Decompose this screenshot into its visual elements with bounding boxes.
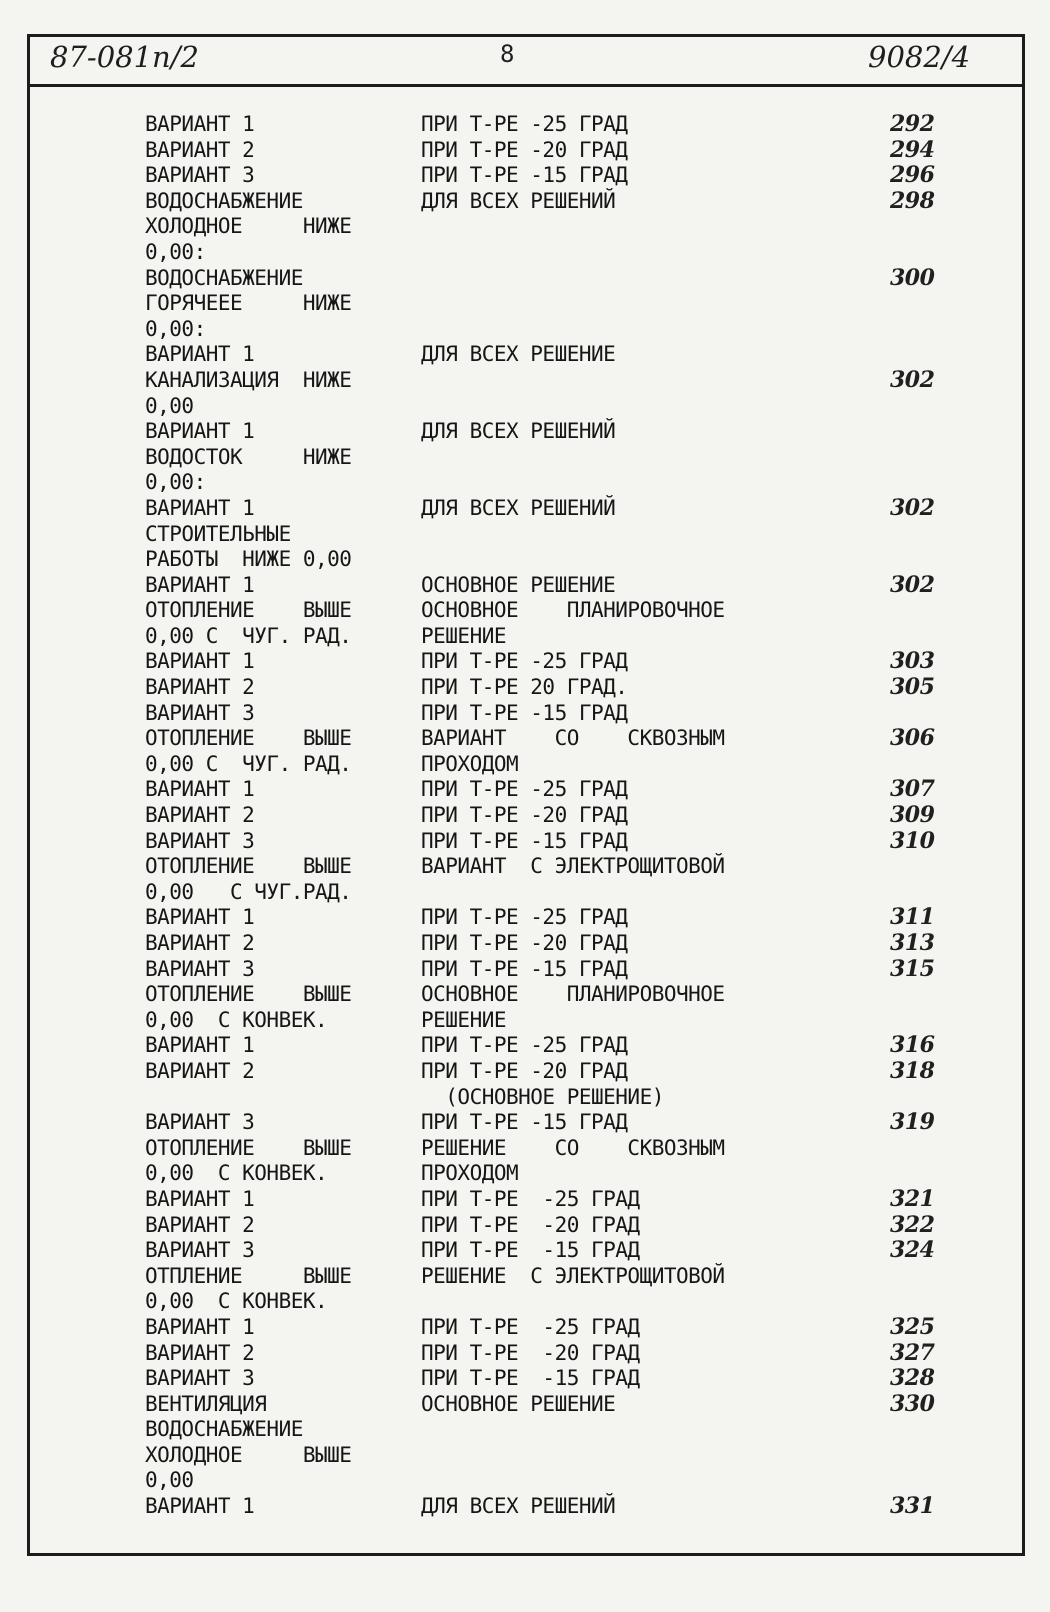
page-reference: 298 [890, 187, 935, 214]
contents-row [0, 701, 1050, 727]
variant-description: ПРИ Т-РЕ -20 ГРАД [421, 931, 628, 955]
contents-row [0, 1289, 1050, 1315]
variant-description: ВАРИАНТ С ЭЛЕКТРОЩИТОВОЙ [421, 854, 725, 879]
contents-row [0, 547, 1050, 573]
section-label: ОТОПЛЕНИЕ ВЫШЕ [145, 982, 352, 1007]
variant-description: ПРИ Т-РЕ -25 ГРАД [421, 777, 628, 802]
contents-row [0, 982, 1050, 1008]
page-reference: 302 [890, 366, 935, 393]
variant-description: ОСНОВНОЕ ПЛАНИРОВОЧНОЕ [421, 982, 725, 1007]
contents-row [0, 624, 1050, 650]
contents-row [0, 266, 1050, 292]
variant-description: ДЛЯ ВСЕХ РЕШЕНИЙ [421, 1494, 616, 1519]
page-reference: 305 [890, 674, 935, 701]
variant-description: ПРИ Т-РЕ -25 ГРАД [421, 905, 628, 930]
contents-row [0, 573, 1050, 599]
section-label: 0,00: [145, 316, 206, 341]
section-label: 0,00: [145, 239, 206, 264]
section-label: 0,00 С ЧУГ. РАД. [145, 751, 352, 776]
section-label: ОТОПЛЕНИЕ ВЫШЕ [145, 1135, 352, 1160]
page-reference: 313 [890, 930, 935, 956]
contents-row [0, 1059, 1050, 1085]
contents-row [0, 1213, 1050, 1239]
contents-row [0, 777, 1050, 803]
contents-row [0, 1085, 1050, 1111]
page-reference: 302 [890, 571, 935, 598]
page-reference: 327 [890, 1339, 935, 1366]
section-label: ХОЛОДНОЕ НИЖЕ [145, 214, 352, 239]
contents-row [0, 1443, 1050, 1469]
section-label: ВАРИАНТ 3 [145, 956, 255, 981]
page-reference: 330 [890, 1390, 935, 1417]
contents-row [0, 675, 1050, 701]
contents-row [0, 163, 1050, 189]
contents-row [0, 803, 1050, 829]
contents-row [0, 752, 1050, 778]
section-label: ВОДОСНАБЖЕНИЕ [145, 188, 303, 213]
page-reference: 321 [890, 1185, 935, 1212]
variant-description: РЕШЕНИЕ С ЭЛЕКТРОЩИТОВОЙ [421, 1263, 725, 1288]
variant-description: ПРИ Т-РЕ -15 ГРАД [421, 1238, 640, 1263]
variant-description: ОСНОВНОЕ РЕШЕНИЕ [421, 1391, 616, 1416]
variant-description: ДЛЯ ВСЕХ РЕШЕНИЙ [421, 419, 616, 444]
page-reference: 315 [890, 955, 935, 982]
variant-description: ПРИ Т-РЕ -20 ГРАД [421, 1058, 628, 1083]
page-reference: 292 [890, 111, 935, 137]
page-reference: 316 [890, 1032, 935, 1059]
contents-row [0, 522, 1050, 548]
variant-description: ПРИ Т-РЕ -25 ГРАД [421, 1314, 640, 1339]
page-reference: 324 [890, 1237, 935, 1264]
contents-row [0, 1366, 1050, 1392]
section-label: ВАРИАНТ 1 [145, 419, 255, 444]
page-reference: 296 [890, 162, 935, 189]
contents-row [0, 1341, 1050, 1367]
variant-description: РЕШЕНИЕ СО СКВОЗНЫМ [421, 1135, 725, 1160]
variant-description: ПРИ Т-РЕ -20 ГРАД [421, 1340, 640, 1365]
contents-row [0, 240, 1050, 266]
section-label: ВЕНТИЛЯЦИЯ [145, 1391, 267, 1416]
section-label: ВАРИАНТ 3 [145, 1366, 255, 1391]
contents-row [0, 829, 1050, 855]
contents-row [0, 214, 1050, 240]
contents-row [0, 419, 1050, 445]
page-reference: 307 [890, 776, 935, 803]
variant-description: ПРИ Т-РЕ 20 ГРАД. [421, 675, 628, 700]
section-label: 0,00 [145, 393, 194, 418]
contents-row [0, 496, 1050, 522]
section-label: ВАРИАНТ 1 [145, 495, 255, 520]
contents-row [0, 368, 1050, 394]
section-label: ВАРИАНТ 2 [145, 803, 255, 828]
page-reference: 322 [890, 1211, 935, 1238]
contents-row [0, 931, 1050, 957]
contents-row [0, 1161, 1050, 1187]
section-label: ВАРИАНТ 1 [145, 1186, 255, 1211]
page-reference: 309 [890, 802, 935, 829]
section-label: ВОДОСТОК НИЖЕ [145, 444, 352, 469]
section-label: 0,00 С КОНВЕК. [145, 1289, 328, 1314]
variant-description: ПРИ Т-РЕ -15 ГРАД [421, 1366, 640, 1391]
variant-description: ПРИ Т-РЕ -25 ГРАД [421, 649, 628, 674]
contents-row [0, 1264, 1050, 1290]
contents-row [0, 598, 1050, 624]
variant-description: РЕШЕНИЕ [421, 1007, 507, 1032]
contents-row [0, 905, 1050, 931]
section-label: СТРОИТЕЛЬНЫЕ [145, 521, 291, 546]
section-label: КАНАЛИЗАЦИЯ НИЖЕ [145, 367, 352, 392]
section-label: ВАРИАНТ 2 [145, 1340, 255, 1365]
contents-list [0, 112, 1050, 1520]
section-label: ВАРИАНТ 2 [145, 931, 255, 955]
document-code: 87-081п/2 [50, 40, 199, 74]
section-label: ВАРИАНТ 3 [145, 163, 255, 188]
variant-description: ПРИ Т-РЕ -15 ГРАД [421, 828, 628, 853]
header-divider [27, 84, 1025, 87]
page-reference: 328 [890, 1365, 935, 1392]
page-reference: 319 [890, 1109, 935, 1136]
variant-description: ПРИ Т-РЕ -25 ГРАД [421, 112, 628, 136]
page-reference: 310 [890, 827, 935, 854]
section-label: ВАРИАНТ 2 [145, 137, 255, 162]
contents-row [0, 138, 1050, 164]
section-label: ВАРИАНТ 2 [145, 675, 255, 700]
variant-description: ОСНОВНОЕ ПЛАНИРОВОЧНОЕ [421, 598, 725, 623]
section-label: ВАРИАНТ 1 [145, 777, 255, 802]
contents-row [0, 291, 1050, 317]
contents-row [0, 854, 1050, 880]
section-label: ВОДОСНАБЖЕНИЕ [145, 265, 303, 290]
section-label: РАБОТЫ НИЖЕ 0,00 [145, 547, 352, 572]
section-label: ВАРИАНТ 3 [145, 828, 255, 853]
section-label: ВАРИАНТ 1 [145, 1033, 255, 1058]
section-label: 0,00 [145, 1468, 194, 1493]
variant-description: ПРОХОДОМ [421, 1161, 519, 1186]
contents-row [0, 470, 1050, 496]
section-label: ОТОПЛЕНИЕ ВЫШЕ [145, 726, 352, 751]
section-label: ВАРИАНТ 2 [145, 1212, 255, 1237]
section-label: ВАРИАНТ 1 [145, 1494, 255, 1519]
archive-number: 9082/4 [868, 40, 971, 74]
contents-row [0, 394, 1050, 420]
section-label: ВАРИАНТ 3 [145, 1238, 255, 1263]
contents-row [0, 1136, 1050, 1162]
section-label: ОТОПЛЕНИЕ ВЫШЕ [145, 854, 352, 879]
variant-description: ПРИ Т-РЕ -15 ГРАД [421, 1110, 628, 1135]
contents-row [0, 342, 1050, 368]
section-label: ВАРИАНТ 1 [145, 649, 255, 674]
contents-row [0, 1468, 1050, 1494]
page-reference: 325 [890, 1313, 935, 1340]
section-label: ВАРИАНТ 2 [145, 1058, 255, 1083]
variant-description: ПРИ Т-РЕ -20 ГРАД [421, 1212, 640, 1237]
variant-description: ДЛЯ ВСЕХ РЕШЕНИЙ [421, 188, 616, 213]
variant-description: ДЛЯ ВСЕХ РЕШЕНИЕ [421, 342, 616, 367]
contents-row [0, 1110, 1050, 1136]
contents-row [0, 317, 1050, 343]
page-reference: 303 [890, 648, 935, 675]
variant-description: ПРИ Т-РЕ -20 ГРАД [421, 803, 628, 828]
section-label: ВАРИАНТ 3 [145, 700, 255, 725]
section-label: 0,00 С КОНВЕК. [145, 1007, 328, 1032]
section-label: 0,00 С ЧУГ.РАД. [145, 879, 352, 904]
variant-description: ДЛЯ ВСЕХ РЕШЕНИЙ [421, 495, 616, 520]
contents-row [0, 957, 1050, 983]
section-label: 0,00 С КОНВЕК. [145, 1161, 328, 1186]
page-reference: 294 [890, 136, 935, 163]
section-label: ГОРЯЧЕЕЕ НИЖЕ [145, 291, 352, 316]
variant-description: ПРИ Т-РЕ -25 ГРАД [421, 1033, 628, 1058]
variant-description: ПРИ Т-РЕ -15 ГРАД [421, 956, 628, 981]
section-label: ВАРИАНТ 1 [145, 572, 255, 597]
contents-row [0, 1008, 1050, 1034]
section-label: ОТОПЛЕНИЕ ВЫШЕ [145, 598, 352, 623]
contents-row [0, 445, 1050, 471]
page-reference: 318 [890, 1057, 935, 1084]
page-reference: 302 [890, 494, 935, 521]
section-label: ВОДОСНАБЖЕНИЕ [145, 1417, 303, 1442]
variant-description: ПРИ Т-РЕ -15 ГРАД [421, 700, 628, 725]
variant-description: РЕШЕНИЕ [421, 623, 507, 648]
contents-row [0, 649, 1050, 675]
section-label: ВАРИАНТ 3 [145, 1110, 255, 1135]
contents-row [0, 1494, 1050, 1520]
contents-row [0, 1187, 1050, 1213]
page-reference: 331 [890, 1493, 935, 1520]
contents-row [0, 112, 1050, 138]
variant-description: ПРИ Т-РЕ -15 ГРАД [421, 163, 628, 188]
contents-row [0, 1033, 1050, 1059]
variant-description: ПРИ Т-РЕ -20 ГРАД [421, 137, 628, 162]
section-label: 0,00 С ЧУГ. РАД. [145, 623, 352, 648]
page-reference: 306 [890, 725, 935, 752]
variant-description: ОСНОВНОЕ РЕШЕНИЕ [421, 572, 616, 597]
contents-row [0, 880, 1050, 906]
section-label: ХОЛОДНОЕ ВЫШЕ [145, 1442, 352, 1467]
page-reference: 300 [890, 264, 935, 291]
variant-description: ВАРИАНТ СО СКВОЗНЫМ [421, 726, 725, 751]
section-label: ВАРИАНТ 1 [145, 905, 255, 930]
contents-row [0, 1238, 1050, 1264]
section-label: 0,00: [145, 470, 206, 495]
section-label: ВАРИАНТ 1 [145, 1314, 255, 1339]
variant-description: ПРОХОДОМ [421, 751, 519, 776]
contents-row [0, 189, 1050, 215]
contents-row [0, 1417, 1050, 1443]
contents-row [0, 1392, 1050, 1418]
variant-description: (ОСНОВНОЕ РЕШЕНИЕ) [421, 1084, 664, 1109]
section-label: ВАРИАНТ 1 [145, 342, 255, 367]
section-label: ОТПЛЕНИЕ ВЫШЕ [145, 1263, 352, 1288]
section-label: ВАРИАНТ 1 [145, 112, 255, 136]
contents-row [0, 726, 1050, 752]
contents-row [0, 1315, 1050, 1341]
variant-description: ПРИ Т-РЕ -25 ГРАД [421, 1186, 640, 1211]
page-reference: 311 [890, 904, 935, 931]
page-number: 8 [500, 40, 515, 68]
